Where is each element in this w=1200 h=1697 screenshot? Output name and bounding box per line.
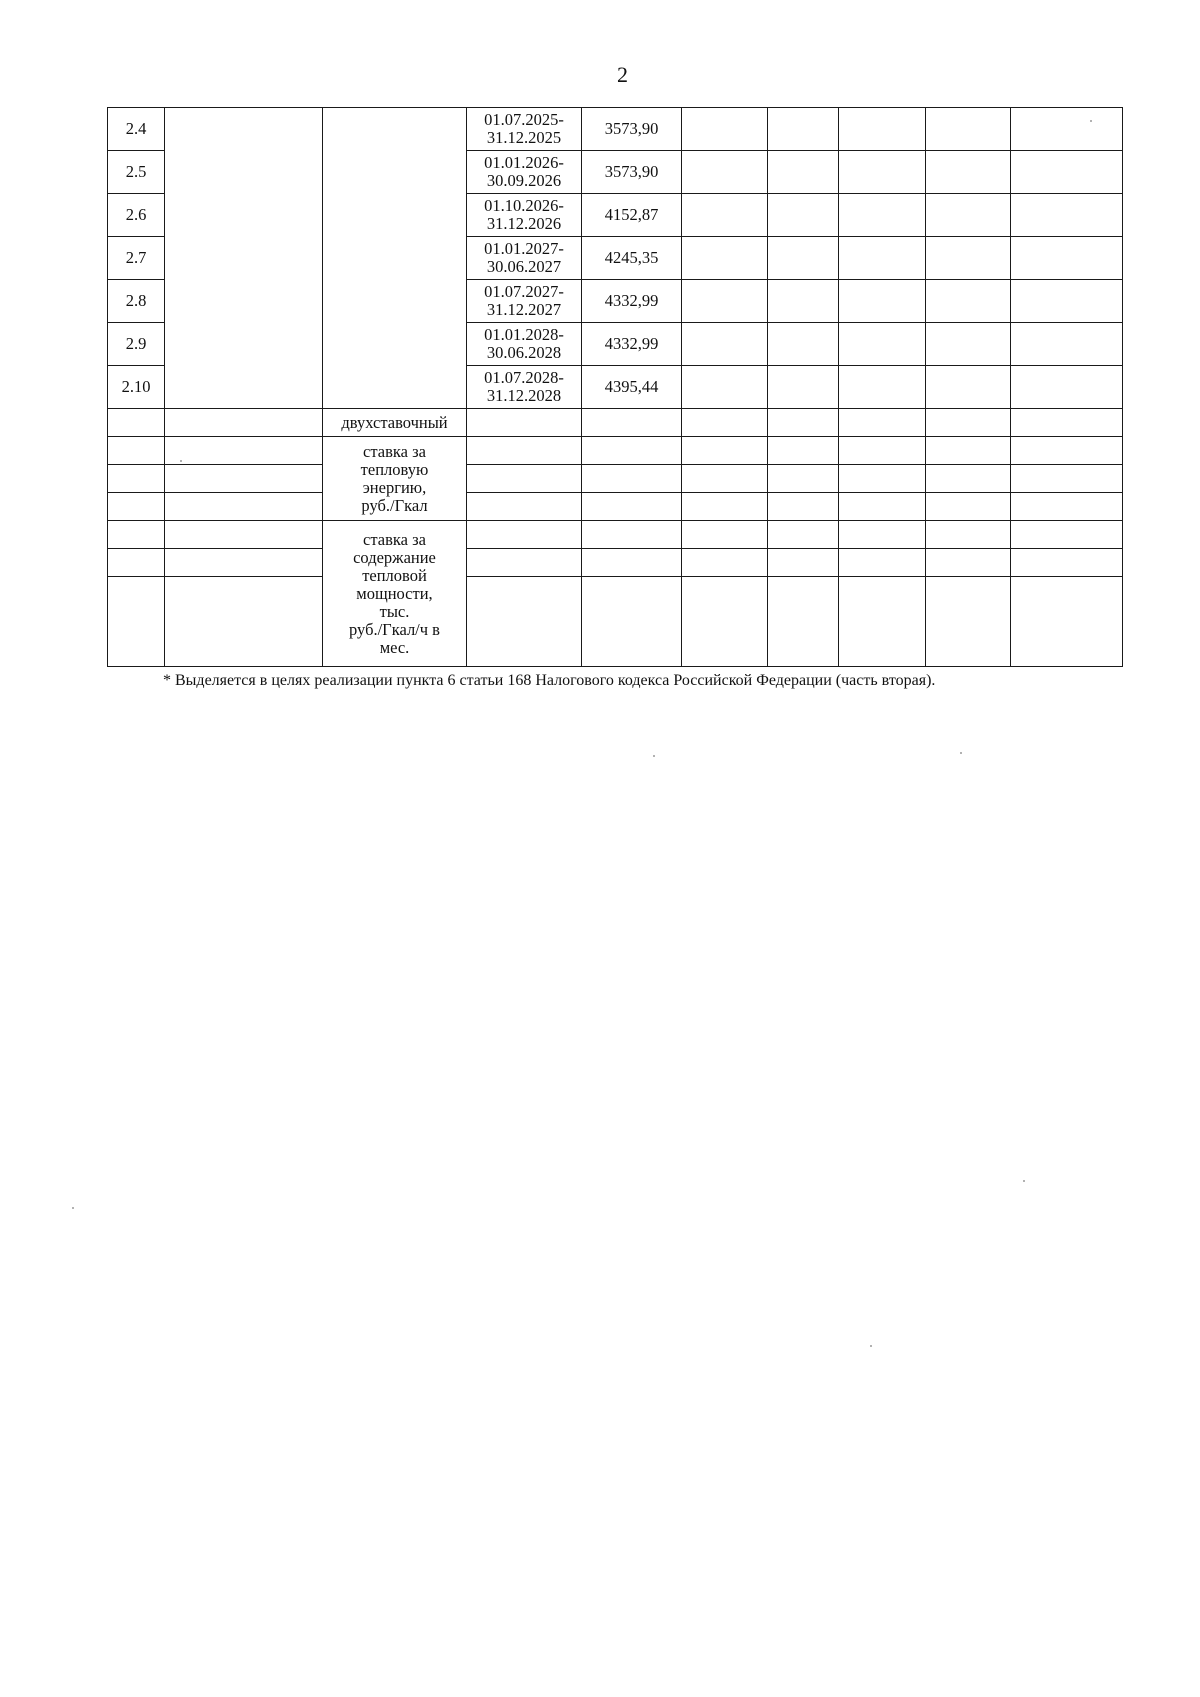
empty-cell	[839, 237, 926, 280]
empty-cell	[839, 549, 926, 577]
empty-cell	[1011, 366, 1123, 409]
tariff-table-body	[108, 108, 1123, 667]
empty-cell	[839, 493, 926, 521]
capacity_rate_lines-cell	[323, 521, 467, 667]
empty-cell	[926, 237, 1011, 280]
empty-cell	[768, 437, 839, 465]
empty-cell	[108, 437, 165, 465]
table-row	[108, 521, 1123, 549]
scan-speck	[653, 755, 655, 757]
empty-cell	[926, 366, 1011, 409]
period-end: 30.06.2028	[486, 343, 562, 362]
period-end: 31.12.2027	[486, 300, 562, 319]
capacity_rate_lines-line: руб./Гкал/ч в	[349, 619, 440, 639]
empty-cell	[682, 521, 768, 549]
period-cell	[467, 108, 582, 151]
tariff-value-cell: 4332,99	[582, 323, 682, 366]
period-cell	[467, 237, 582, 280]
period-cell	[467, 151, 582, 194]
table-row	[108, 437, 1123, 465]
empty-cell	[682, 194, 768, 237]
empty-cell	[926, 437, 1011, 465]
empty-cell	[467, 409, 582, 437]
table-row	[108, 493, 1123, 521]
empty-cell	[768, 280, 839, 323]
period-start: 01.01.2026-	[484, 153, 564, 172]
table-row	[108, 549, 1123, 577]
scan-speck	[72, 1207, 74, 1209]
empty-cell	[926, 151, 1011, 194]
period-end: 31.12.2025	[486, 128, 562, 147]
empty-cell	[165, 437, 323, 465]
empty-cell	[108, 493, 165, 521]
empty-cell	[839, 151, 926, 194]
scan-speck	[180, 460, 182, 462]
row-number-cell: 2.10	[108, 366, 165, 409]
empty-cell	[926, 465, 1011, 493]
table-row	[108, 577, 1123, 667]
empty-cell	[1011, 108, 1123, 151]
empty-cell	[926, 409, 1011, 437]
empty-cell	[768, 577, 839, 667]
empty-cell	[926, 280, 1011, 323]
energy_rate_lines-line: энергию,	[362, 477, 427, 497]
empty-cell	[839, 521, 926, 549]
table-row	[108, 465, 1123, 493]
period-start: 01.01.2027-	[484, 239, 564, 258]
scan-speck	[870, 1345, 872, 1347]
period-start: 01.07.2025-	[484, 110, 564, 129]
capacity_rate_lines-line: ставка за	[363, 529, 426, 549]
footnote: * Выделяется в целях реализации пункта 6 статьи 168 Налогового кодекса Российской Федерации (часть вторая).	[163, 672, 936, 689]
empty-cell	[768, 151, 839, 194]
empty-cell	[682, 323, 768, 366]
period-start: 01.10.2026-	[484, 196, 564, 215]
empty-cell	[768, 465, 839, 493]
empty-cell	[467, 549, 582, 577]
empty-cell	[1011, 465, 1123, 493]
capacity_rate_lines-line: мощности,	[356, 583, 433, 603]
empty-cell	[768, 409, 839, 437]
tariff-value-cell: 4395,44	[582, 366, 682, 409]
empty-cell	[467, 577, 582, 667]
merged-empty-cell	[323, 108, 467, 409]
empty-cell	[768, 549, 839, 577]
empty-cell	[1011, 521, 1123, 549]
energy_rate_lines-line: тепловую	[360, 459, 429, 479]
capacity_rate_lines-line: содержание	[353, 547, 436, 567]
tariff-value-cell: 3573,90	[582, 151, 682, 194]
period-end: 31.12.2028	[486, 386, 562, 405]
period-cell	[467, 194, 582, 237]
row-number-cell: 2.5	[108, 151, 165, 194]
empty-cell	[582, 465, 682, 493]
period-start: 01.07.2027-	[484, 282, 564, 301]
empty-cell	[926, 194, 1011, 237]
empty-cell	[1011, 437, 1123, 465]
tariff-value-cell: 4332,99	[582, 280, 682, 323]
empty-cell	[582, 577, 682, 667]
empty-cell	[839, 280, 926, 323]
empty-cell	[926, 108, 1011, 151]
period-cell	[467, 280, 582, 323]
empty-cell	[108, 409, 165, 437]
empty-cell	[1011, 280, 1123, 323]
empty-cell	[926, 323, 1011, 366]
scan-speck	[1023, 1180, 1025, 1182]
empty-cell	[682, 151, 768, 194]
empty-cell	[582, 493, 682, 521]
empty-cell	[839, 366, 926, 409]
row-number-cell: 2.4	[108, 108, 165, 151]
empty-cell	[467, 493, 582, 521]
page-number: 2	[617, 62, 628, 87]
empty-cell	[768, 194, 839, 237]
empty-cell	[768, 237, 839, 280]
capacity_rate_lines-line: тыс.	[379, 601, 410, 621]
empty-cell	[108, 549, 165, 577]
empty-cell	[839, 437, 926, 465]
table-row	[108, 409, 1123, 437]
empty-cell	[1011, 151, 1123, 194]
empty-cell	[768, 108, 839, 151]
empty-cell	[467, 521, 582, 549]
tariff-value-cell: 3573,90	[582, 108, 682, 151]
empty-cell	[1011, 577, 1123, 667]
empty-cell	[682, 437, 768, 465]
empty-cell	[682, 237, 768, 280]
empty-cell	[165, 465, 323, 493]
empty-cell	[1011, 493, 1123, 521]
empty-cell	[839, 577, 926, 667]
empty-cell	[165, 577, 323, 667]
empty-cell	[582, 549, 682, 577]
row-number-cell: 2.7	[108, 237, 165, 280]
two-part-label-cell: двухставочный	[323, 409, 467, 437]
empty-cell	[839, 194, 926, 237]
scan-speck	[960, 752, 962, 754]
empty-cell	[926, 577, 1011, 667]
period-start: 01.01.2028-	[484, 325, 564, 344]
empty-cell	[1011, 409, 1123, 437]
empty-cell	[682, 366, 768, 409]
period-end: 31.12.2026	[486, 214, 562, 233]
period-end: 30.09.2026	[486, 171, 562, 190]
period-cell	[467, 323, 582, 366]
empty-cell	[1011, 549, 1123, 577]
capacity_rate_lines-line: тепловой	[362, 565, 427, 585]
merged-empty-cell	[165, 108, 323, 409]
empty-cell	[839, 409, 926, 437]
empty-cell	[926, 521, 1011, 549]
period-cell	[467, 366, 582, 409]
tariff-value-cell: 4245,35	[582, 237, 682, 280]
empty-cell	[839, 108, 926, 151]
empty-cell	[682, 465, 768, 493]
row-number-cell: 2.8	[108, 280, 165, 323]
empty-cell	[467, 437, 582, 465]
table-row	[108, 108, 1123, 151]
capacity_rate_lines-line: мес.	[379, 637, 410, 657]
empty-cell	[1011, 323, 1123, 366]
empty-cell	[682, 108, 768, 151]
empty-cell	[768, 493, 839, 521]
energy_rate_lines-line: руб./Гкал	[361, 495, 428, 515]
empty-cell	[682, 409, 768, 437]
energy_rate_lines-line: ставка за	[363, 441, 426, 461]
row-number-cell: 2.9	[108, 323, 165, 366]
empty-cell	[108, 521, 165, 549]
empty-cell	[682, 577, 768, 667]
empty-cell	[682, 549, 768, 577]
empty-cell	[582, 437, 682, 465]
empty-cell	[582, 409, 682, 437]
empty-cell	[1011, 194, 1123, 237]
empty-cell	[768, 521, 839, 549]
empty-cell	[165, 521, 323, 549]
empty-cell	[839, 323, 926, 366]
scan-speck	[1090, 120, 1092, 122]
empty-cell	[165, 549, 323, 577]
period-start: 01.07.2028-	[484, 368, 564, 387]
empty-cell	[682, 493, 768, 521]
empty-cell	[1011, 237, 1123, 280]
energy_rate_lines-cell	[323, 437, 467, 521]
row-number-cell: 2.6	[108, 194, 165, 237]
tariff-value-cell: 4152,87	[582, 194, 682, 237]
empty-cell	[108, 577, 165, 667]
empty-cell	[926, 549, 1011, 577]
empty-cell	[467, 465, 582, 493]
empty-cell	[926, 493, 1011, 521]
empty-cell	[768, 366, 839, 409]
empty-cell	[582, 521, 682, 549]
empty-cell	[165, 409, 323, 437]
empty-cell	[165, 493, 323, 521]
empty-cell	[682, 280, 768, 323]
period-end: 30.06.2027	[486, 257, 562, 276]
empty-cell	[768, 323, 839, 366]
empty-cell	[839, 465, 926, 493]
tariff-table	[107, 107, 1123, 667]
empty-cell	[108, 465, 165, 493]
